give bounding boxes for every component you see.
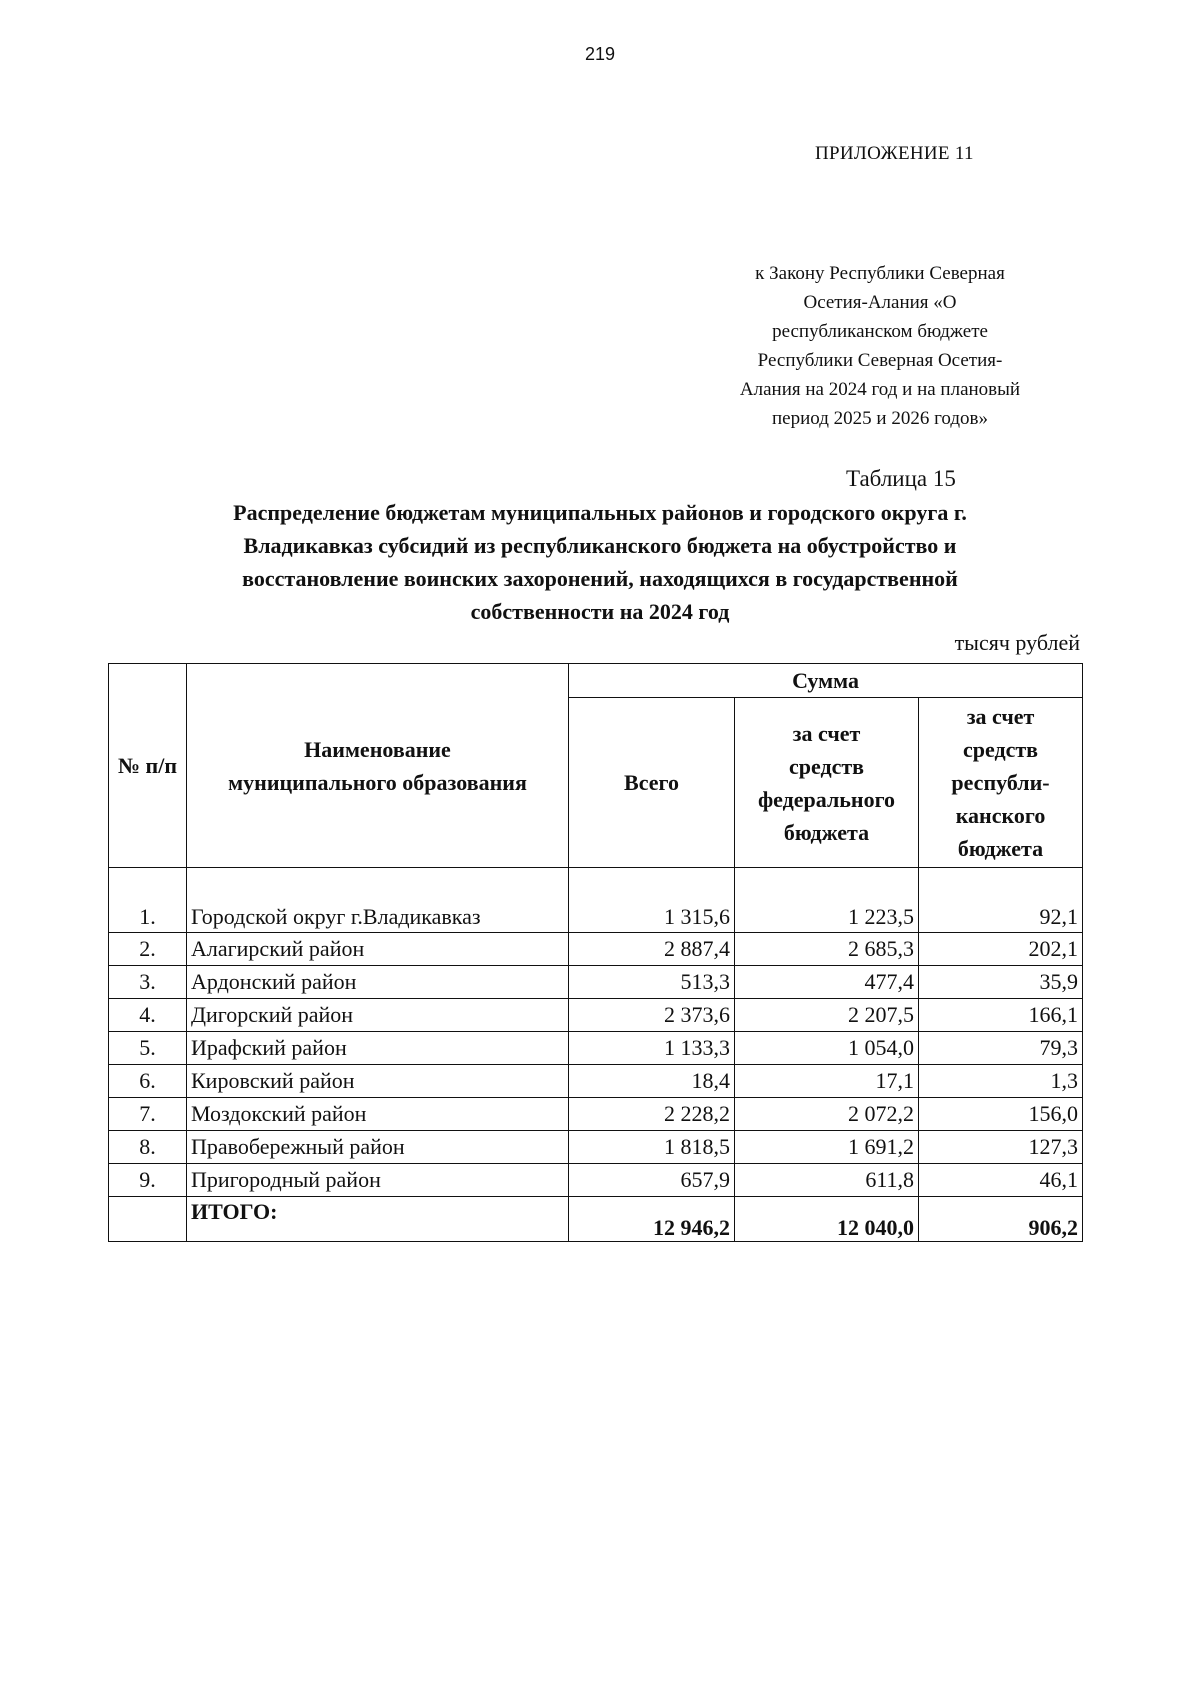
row-name: Моздокский район: [187, 1098, 569, 1131]
header-federal-line: федерального: [757, 786, 896, 812]
title-line: Владикавказ субсидий из республиканского бюджета на обустройство и: [243, 533, 957, 558]
title-line: собственности на 2024 год: [470, 599, 730, 624]
law-reference-line: республиканском бюджете: [772, 321, 988, 342]
row-republic: 127,3: [919, 1131, 1083, 1164]
header-republic-line: за счет: [966, 704, 1035, 729]
row-republic: 79,3: [919, 1032, 1083, 1065]
header-republic-line: республи-: [951, 770, 1050, 795]
document-title: [100, 496, 1100, 628]
row-total: 2 373,6: [569, 999, 735, 1032]
row-name: Алагирский район: [187, 933, 569, 966]
row-republic: 35,9: [919, 966, 1083, 999]
row-number: 5.: [109, 1032, 187, 1065]
row-republic: 92,1: [919, 868, 1083, 933]
table-row: [109, 1131, 1083, 1164]
table-row: [109, 1098, 1083, 1131]
row-name: Правобережный район: [187, 1131, 569, 1164]
table-label: Таблица 15: [846, 466, 956, 491]
header-federal-line: за счет: [792, 720, 861, 746]
header-name-line: Наименование: [304, 736, 451, 762]
header-federal-line: бюджета: [783, 819, 870, 845]
header-republic-line: бюджета: [957, 836, 1044, 861]
law-reference: [715, 259, 1045, 433]
row-federal: 1 691,2: [735, 1131, 919, 1164]
header-number: № п/п: [109, 664, 187, 868]
row-name: Кировский район: [187, 1065, 569, 1098]
row-republic: 1,3: [919, 1065, 1083, 1098]
row-total: 1 818,5: [569, 1131, 735, 1164]
row-total: 1 133,3: [569, 1032, 735, 1065]
law-reference-line: период 2025 и 2026 годов»: [772, 408, 988, 429]
header-name: [187, 664, 569, 868]
totals-label: ИТОГО:: [187, 1197, 569, 1242]
row-total: 2 887,4: [569, 933, 735, 966]
table-row: [109, 999, 1083, 1032]
totals-row: [109, 1197, 1083, 1242]
header-federal-line: средств: [788, 753, 865, 779]
totals-number: [109, 1197, 187, 1242]
row-republic: 202,1: [919, 933, 1083, 966]
table-row: [109, 933, 1083, 966]
table-row: [109, 966, 1083, 999]
header-republic-line: канского: [955, 803, 1046, 828]
header-republic-line: средств: [962, 737, 1039, 762]
row-total: 513,3: [569, 966, 735, 999]
row-federal: 477,4: [735, 966, 919, 999]
row-number: 7.: [109, 1098, 187, 1131]
totals-total: 12 946,2: [569, 1197, 735, 1242]
row-federal: 2 207,5: [735, 999, 919, 1032]
header-total: Всего: [569, 698, 735, 868]
row-republic: 156,0: [919, 1098, 1083, 1131]
row-name: Городской округ г.Владикавказ: [187, 868, 569, 933]
header-sum: Сумма: [569, 664, 1083, 698]
row-number: 6.: [109, 1065, 187, 1098]
row-federal: 1 054,0: [735, 1032, 919, 1065]
row-total: 18,4: [569, 1065, 735, 1098]
row-number: 1.: [109, 868, 187, 933]
totals-republic: 906,2: [919, 1197, 1083, 1242]
row-name: Дигорский район: [187, 999, 569, 1032]
header-name-line: муниципального образования: [228, 769, 527, 795]
table-row: [109, 1065, 1083, 1098]
row-name: Пригородный район: [187, 1164, 569, 1197]
row-number: 8.: [109, 1131, 187, 1164]
subsidy-table: [108, 663, 1083, 1242]
title-line: восстановление воинских захоронений, находящихся в государственной: [242, 566, 958, 591]
row-federal: 1 223,5: [735, 868, 919, 933]
table-row: [109, 1032, 1083, 1065]
row-name: Ирафский район: [187, 1032, 569, 1065]
row-number: 2.: [109, 933, 187, 966]
title-line: Распределение бюджетам муниципальных районов и городского округа г.: [233, 500, 967, 525]
appendix-label: ПРИЛОЖЕНИЕ 11: [815, 143, 974, 164]
header-republic: [919, 698, 1083, 868]
table-row: [109, 868, 1083, 933]
row-number: 3.: [109, 966, 187, 999]
law-reference-line: Осетия-Алания «О: [803, 292, 957, 313]
units-label: тысяч рублей: [954, 630, 1080, 655]
row-total: 1 315,6: [569, 868, 735, 933]
totals-federal: 12 040,0: [735, 1197, 919, 1242]
page-number: 219: [584, 44, 616, 64]
row-number: 4.: [109, 999, 187, 1032]
law-reference-line: Алания на 2024 год и на плановый: [739, 379, 1021, 400]
law-reference-line: к Закону Республики Северная: [755, 263, 1005, 284]
row-federal: 17,1: [735, 1065, 919, 1098]
header-federal: [735, 698, 919, 868]
row-federal: 2 072,2: [735, 1098, 919, 1131]
row-republic: 166,1: [919, 999, 1083, 1032]
row-republic: 46,1: [919, 1164, 1083, 1197]
table-row: [109, 1164, 1083, 1197]
row-name: Ардонский район: [187, 966, 569, 999]
row-total: 657,9: [569, 1164, 735, 1197]
law-reference-line: Республики Северная Осетия-: [757, 350, 1003, 371]
row-number: 9.: [109, 1164, 187, 1197]
row-total: 2 228,2: [569, 1098, 735, 1131]
row-federal: 2 685,3: [735, 933, 919, 966]
row-federal: 611,8: [735, 1164, 919, 1197]
